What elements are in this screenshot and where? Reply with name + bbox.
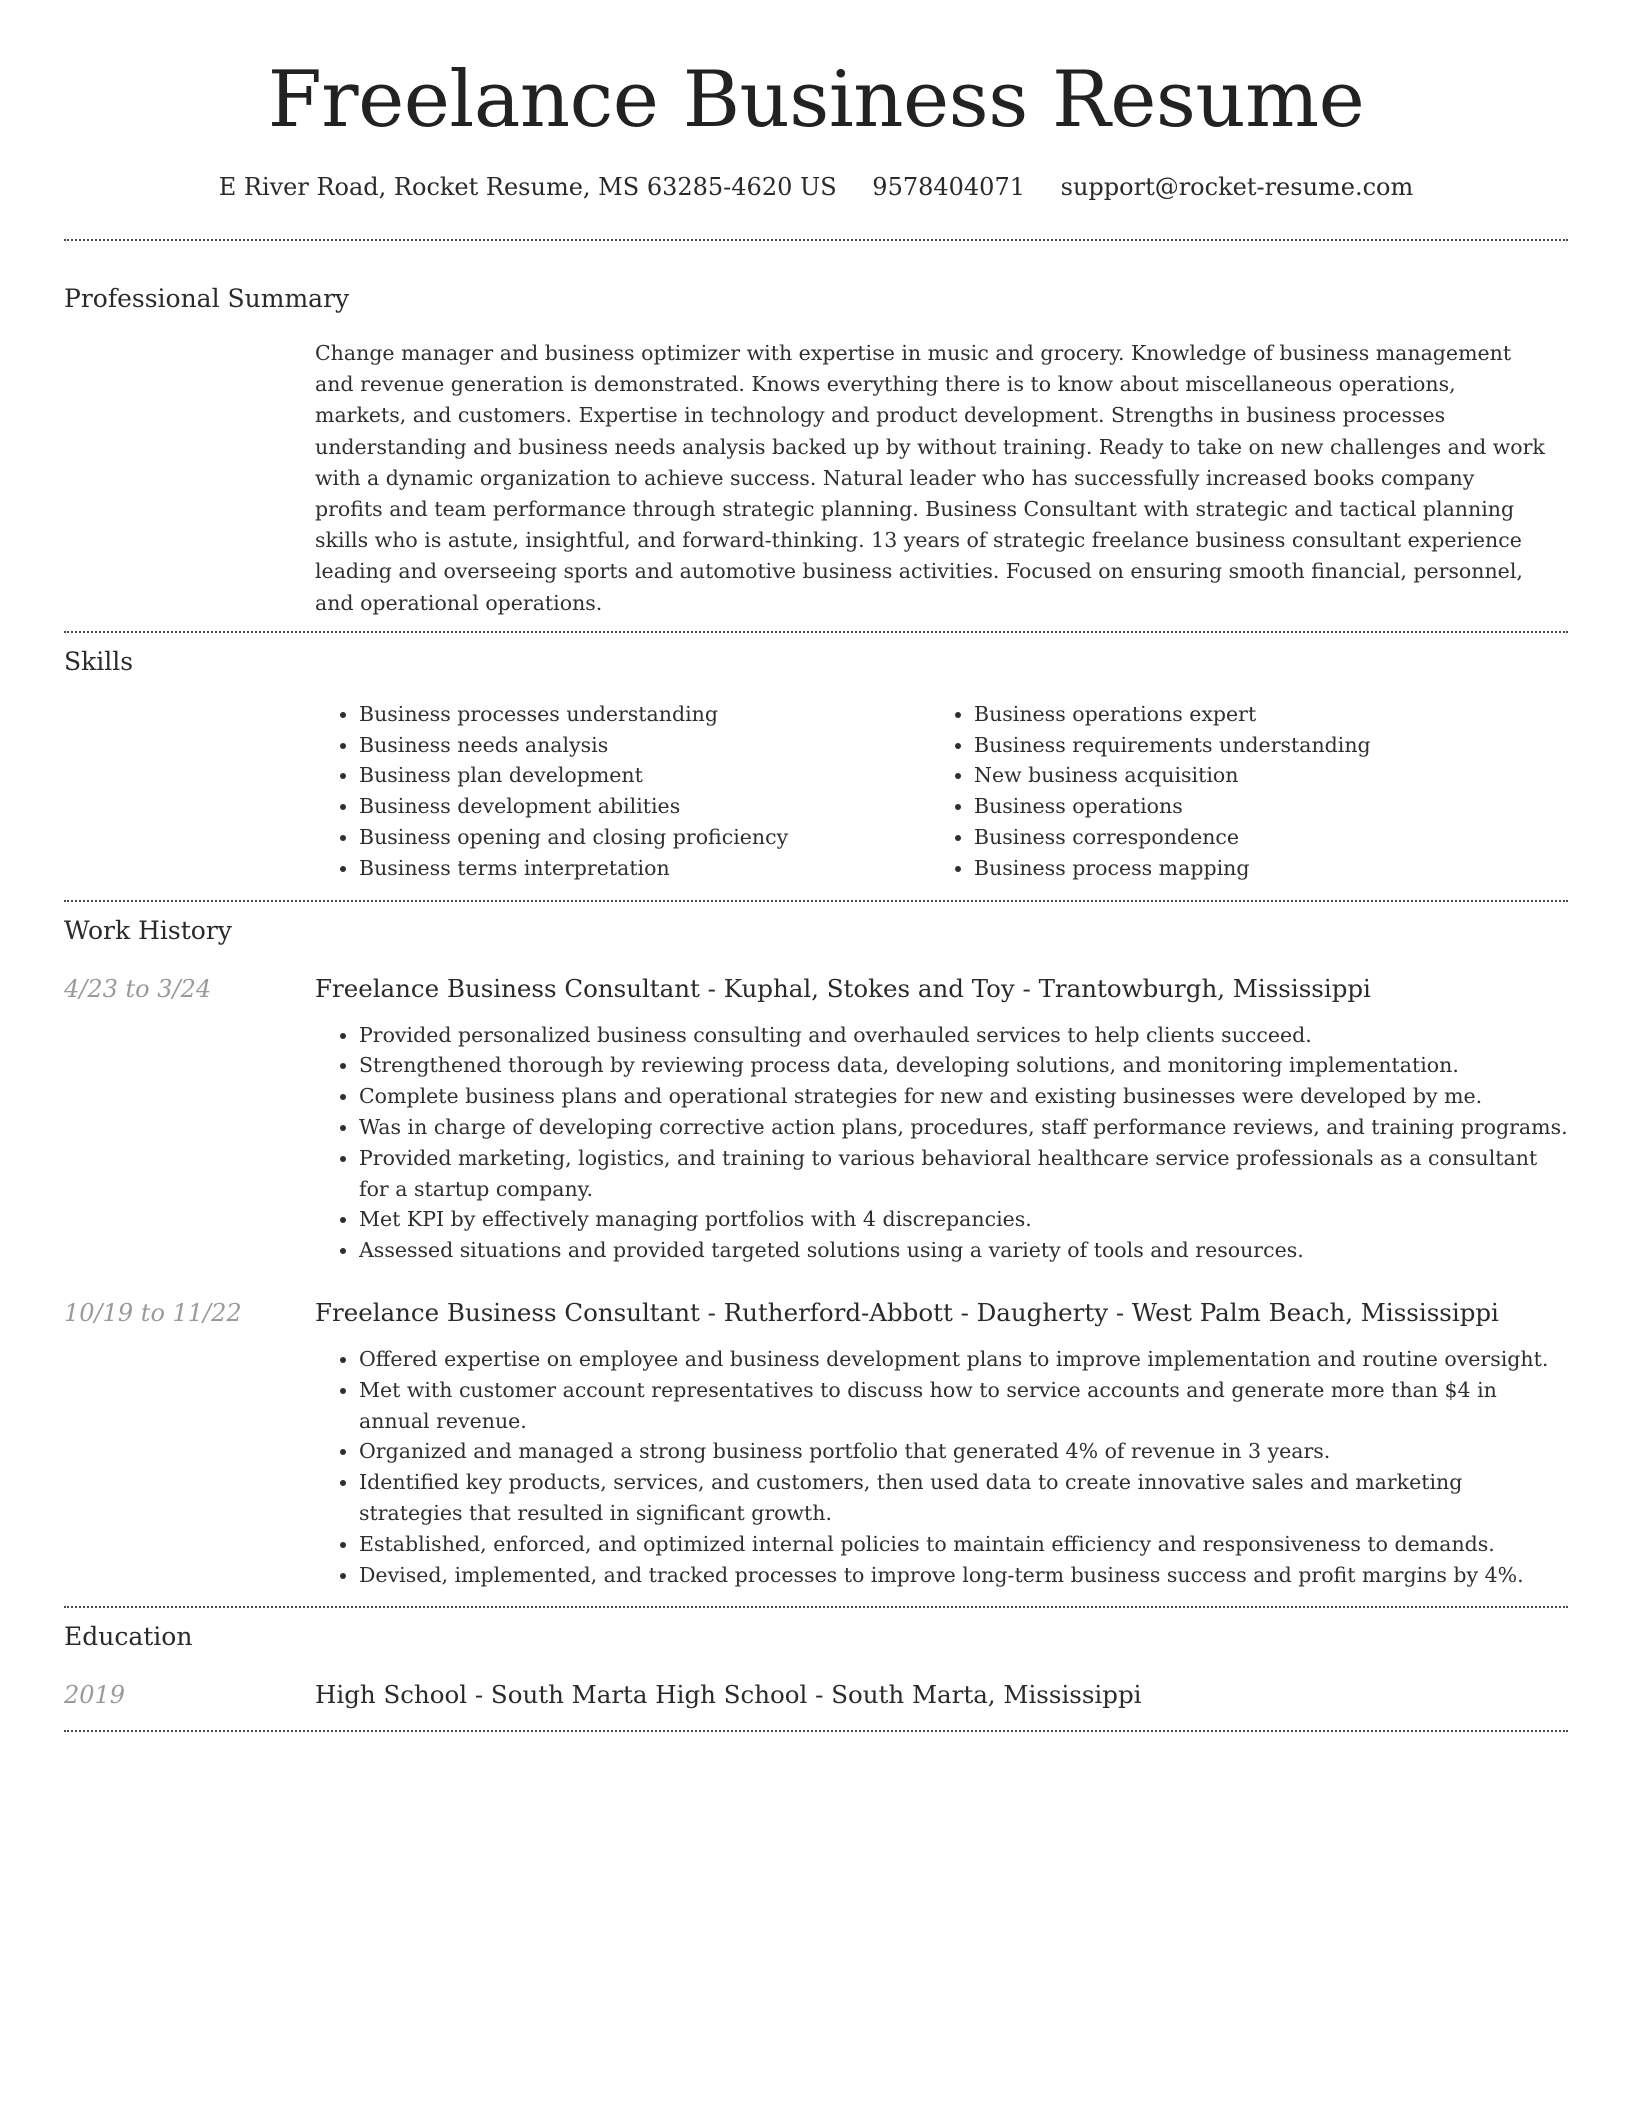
job-bullet: • Complete business plans and operational strategies for new and existing businesses were developed by me. (359, 1081, 1568, 1112)
summary-text: Change manager and business optimizer with expertise in music and grocery. Knowledge of business management and revenue generation is demonstrated. Knows everything there is to know about miscellaneous operations, markets, and customers. Expertise in technology and product development. Strengths in business processes understanding and business needs analysis backed up by without training. Ready to take on new challenges and work with a dynamic organization to achieve success. Natural leader who has successfully increased books company profits and team performance through strategic planning. Business Consultant with strategic and tactical planning skills who is astute, insightful, and forward-thinking. 13 years of strategic freelance business consultant experience leading and overseeing sports and automotive business activities. Focused on ensuring smooth financial, personnel, and operational operations. (315, 341, 1545, 615)
job-title: Freelance Business Consultant - Rutherford-Abbott - Daugherty - West Palm Beach, Mississippi (315, 1297, 1499, 1327)
job-bullet: • Offered expertise on employee and business development plans to improve implementation and routine oversight. (359, 1344, 1568, 1375)
job-bullet: • Organized and managed a strong business portfolio that generated 4% of revenue in 3 years. (359, 1436, 1568, 1467)
skill-item: • Business terms interpretation (359, 853, 930, 884)
summary-section (64, 282, 1568, 619)
skills-heading: Skills (64, 646, 134, 676)
job-bullet: • Provided personalized business consulting and overhauled services to help clients succeed. (359, 1020, 1568, 1051)
job-bullet: • Was in charge of developing corrective action plans, procedures, staff performance reviews, and training programs. (359, 1112, 1568, 1143)
address: E River Road, Rocket Resume, MS 63285-4620 US (218, 173, 837, 201)
job-bullet: • Provided marketing, logistics, and training to various behavioral healthcare service professionals as a consultant for a startup company. (359, 1143, 1568, 1205)
skills-list-left (315, 699, 930, 884)
education-entry (64, 1678, 1568, 1712)
resume-name: Freelance Business Resume (267, 55, 1365, 145)
summary-heading: Professional Summary (64, 284, 350, 313)
skill-item: • Business development abilities (359, 791, 930, 822)
job-bullet: • Met KPI by effectively managing portfolios with 4 discrepancies. (359, 1204, 1568, 1235)
divider-work (64, 1606, 1568, 1608)
skill-item: • Business plan development (359, 760, 930, 791)
work-section (64, 914, 1568, 1591)
job-bullet: • Met with customer account representatives to discuss how to service accounts and generate more than $4 in annual revenue. (359, 1375, 1568, 1437)
education-section (64, 1620, 1568, 1712)
contact-line (64, 170, 1568, 204)
skill-item: • Business needs analysis (359, 730, 930, 761)
divider-skills (64, 900, 1568, 902)
skill-item: • Business processes understanding (359, 699, 930, 730)
summary-spacer (64, 338, 315, 619)
phone: 9578404071 (872, 173, 1025, 201)
education-dates: 2019 (64, 1681, 126, 1710)
skill-item: • Business operations (974, 791, 1545, 822)
skill-item: • Business correspondence (974, 822, 1545, 853)
skill-item: • Business requirements understanding (974, 730, 1545, 761)
skills-spacer (64, 699, 315, 884)
job-entry (64, 972, 1568, 1266)
divider-education (64, 1730, 1568, 1732)
skills-list-right (930, 699, 1545, 884)
education-heading: Education (64, 1622, 193, 1652)
work-heading: Work History (64, 915, 232, 945)
email: support@rocket-resume.com (1060, 173, 1414, 201)
job-bullets (315, 1344, 1568, 1590)
skill-item: • New business acquisition (974, 760, 1545, 791)
job-bullet: • Assessed situations and provided targeted solutions using a variety of tools and resources. (359, 1235, 1568, 1266)
job-dates: 10/19 to 11/22 (64, 1298, 242, 1327)
job-bullets (315, 1020, 1568, 1266)
job-bullet: • Identified key products, services, and customers, then used data to create innovative sales and marketing strategies that resulted in significant growth. (359, 1467, 1568, 1529)
job-bullet: • Strengthened thorough by reviewing process data, developing solutions, and monitoring implementation. (359, 1050, 1568, 1081)
job-title: Freelance Business Consultant - Kuphal, Stokes and Toy - Trantowburgh, Mississippi (315, 973, 1371, 1003)
skill-item: • Business opening and closing proficiency (359, 822, 930, 853)
education-title: High School - South Marta High School - South Marta, Mississippi (315, 1680, 1142, 1710)
divider-summary (64, 631, 1568, 633)
skill-item: • Business process mapping (974, 853, 1545, 884)
divider-header (64, 239, 1568, 241)
job-entry (64, 1296, 1568, 1590)
job-dates: 4/23 to 3/24 (64, 974, 212, 1003)
job-bullet: • Established, enforced, and optimized internal policies to maintain efficiency and responsiveness to demands. (359, 1529, 1568, 1560)
job-bullet: • Devised, implemented, and tracked processes to improve long-term business success and profit margins by 4%. (359, 1560, 1568, 1591)
skill-item: • Business operations expert (974, 699, 1545, 730)
skills-section (64, 645, 1568, 884)
